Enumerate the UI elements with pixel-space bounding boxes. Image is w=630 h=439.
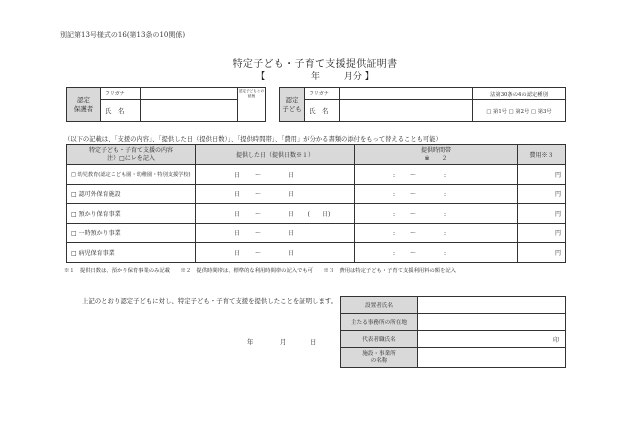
header-time: 提供時間帯 ※ ２ [355, 145, 518, 165]
fee-cell[interactable]: 円 [518, 184, 566, 204]
fee-cell[interactable]: 円 [518, 165, 566, 185]
category-option-2[interactable]: □ 第2号 [508, 108, 530, 115]
time-cell[interactable]: : 〜 : [355, 165, 518, 185]
date-cell[interactable]: 日 〜 日 [196, 165, 355, 185]
guardian-furigana-field[interactable] [140, 88, 237, 100]
provider-label-operator: 設置者氏名 [341, 297, 418, 314]
date-cell[interactable]: 日 〜 日 [196, 184, 355, 204]
category-option-3[interactable]: □ 第3号 [531, 108, 552, 115]
document-title: 特定子ども・子育て支援提供証明書 [232, 59, 398, 70]
child-name-field[interactable] [340, 100, 473, 122]
time-cell[interactable]: : 〜 : [355, 184, 518, 204]
child-furigana-field[interactable] [340, 88, 473, 100]
footnote: ※１ 提供日数は、預かり保育事業のみ記載 ※２ 提供時間帯は、標準的な利用時間帯の記入でも可 ※３ 費用は特定子ども・子育て支援利用料の額を記入 [64, 268, 456, 274]
attachment-note: （以下の記載は、「支援の内容」、「提供した日（提供日数）」、「提供時間帯」、「費用」が分かる書類の添付をもって替えることも可能） [64, 136, 442, 143]
guardian-name-label: 氏 名 [100, 100, 140, 122]
guardian-name-field[interactable] [140, 100, 237, 122]
operator-name-field[interactable] [418, 297, 566, 314]
row-label[interactable]: □ 認可外保育施設 [67, 184, 196, 204]
date-cell[interactable]: 日 〜 日 ( 日) [196, 204, 355, 224]
guardian-furigana-label: フリガナ [100, 88, 140, 100]
time-cell[interactable]: : 〜 : [355, 204, 518, 224]
time-cell[interactable]: : 〜 : [355, 243, 518, 263]
date-day: 日 [310, 339, 317, 346]
guardian-table [66, 87, 266, 122]
provider-label-facility: 施設・事業所 の名称 [341, 348, 418, 368]
form-identifier: 別記第13号様式の16(第13条の10関係) [60, 31, 186, 39]
provided-days: ( 日) [307, 210, 331, 218]
date-month: 月 [280, 339, 287, 346]
time-cell[interactable]: : 〜 : [355, 223, 518, 243]
date-cell[interactable]: 日 〜 日 [196, 223, 355, 243]
seal-mark: 印 [552, 336, 559, 344]
row-label[interactable]: □ 幼児教育(認定こども園・幼稚園・特別支援学校) [67, 165, 196, 185]
period-year: 年 [311, 72, 321, 82]
service-table [66, 144, 566, 263]
period-line [0, 69, 630, 82]
relation-cell[interactable] [237, 88, 265, 122]
date-year: 年 [247, 339, 254, 346]
fee-cell[interactable]: 円 [518, 243, 566, 263]
period-close-bracket: 】 [364, 72, 374, 82]
table-row [67, 165, 566, 185]
child-furigana-label: フリガナ [305, 88, 340, 100]
table-row [67, 223, 566, 243]
provider-label-address: 主たる事務所の所在地 [341, 314, 418, 331]
row-label[interactable]: □ 一時預かり事業 [67, 223, 196, 243]
row-label[interactable]: □ 預かり保育事業 [67, 204, 196, 224]
guardian-header: 認定 保護者 [67, 88, 101, 122]
date-cell[interactable]: 日 〜 日 [196, 243, 355, 263]
category-label: 法第30条の4の認定種別 [473, 88, 566, 100]
provider-table [340, 296, 566, 368]
certification-statement: 上記のとおり認定子どもに対し、特定子ども・子育て支援を提供したことを証明します。 [82, 297, 338, 305]
table-row [67, 204, 566, 224]
table-row [67, 184, 566, 204]
category-options [473, 100, 566, 122]
child-header: 認定 子ども [280, 88, 305, 122]
representative-field[interactable] [418, 331, 566, 348]
header-fee: 費用※３ [518, 145, 566, 165]
row-label[interactable]: □ 病児保育事業 [67, 243, 196, 263]
fee-cell[interactable]: 円 [518, 204, 566, 224]
header-content: 特定子ども・子育て支援の内容 注）□にレを記入 [67, 145, 196, 165]
child-name-label: 氏 名 [305, 100, 340, 122]
office-address-field[interactable] [418, 314, 566, 331]
fee-cell[interactable]: 円 [518, 223, 566, 243]
table-row [67, 243, 566, 263]
facility-name-field[interactable] [418, 348, 566, 368]
category-option-1[interactable]: □ 第1号 [486, 108, 507, 115]
period-month: 月分 [343, 72, 362, 82]
child-table [279, 87, 566, 122]
header-date: 提供した日（提供日数※１） [196, 145, 355, 165]
period-open-bracket: 【 [256, 72, 266, 82]
provider-label-representative: 代表者職氏名 [341, 331, 418, 348]
relation-label: 認定子どもとの続柄 [238, 89, 265, 98]
